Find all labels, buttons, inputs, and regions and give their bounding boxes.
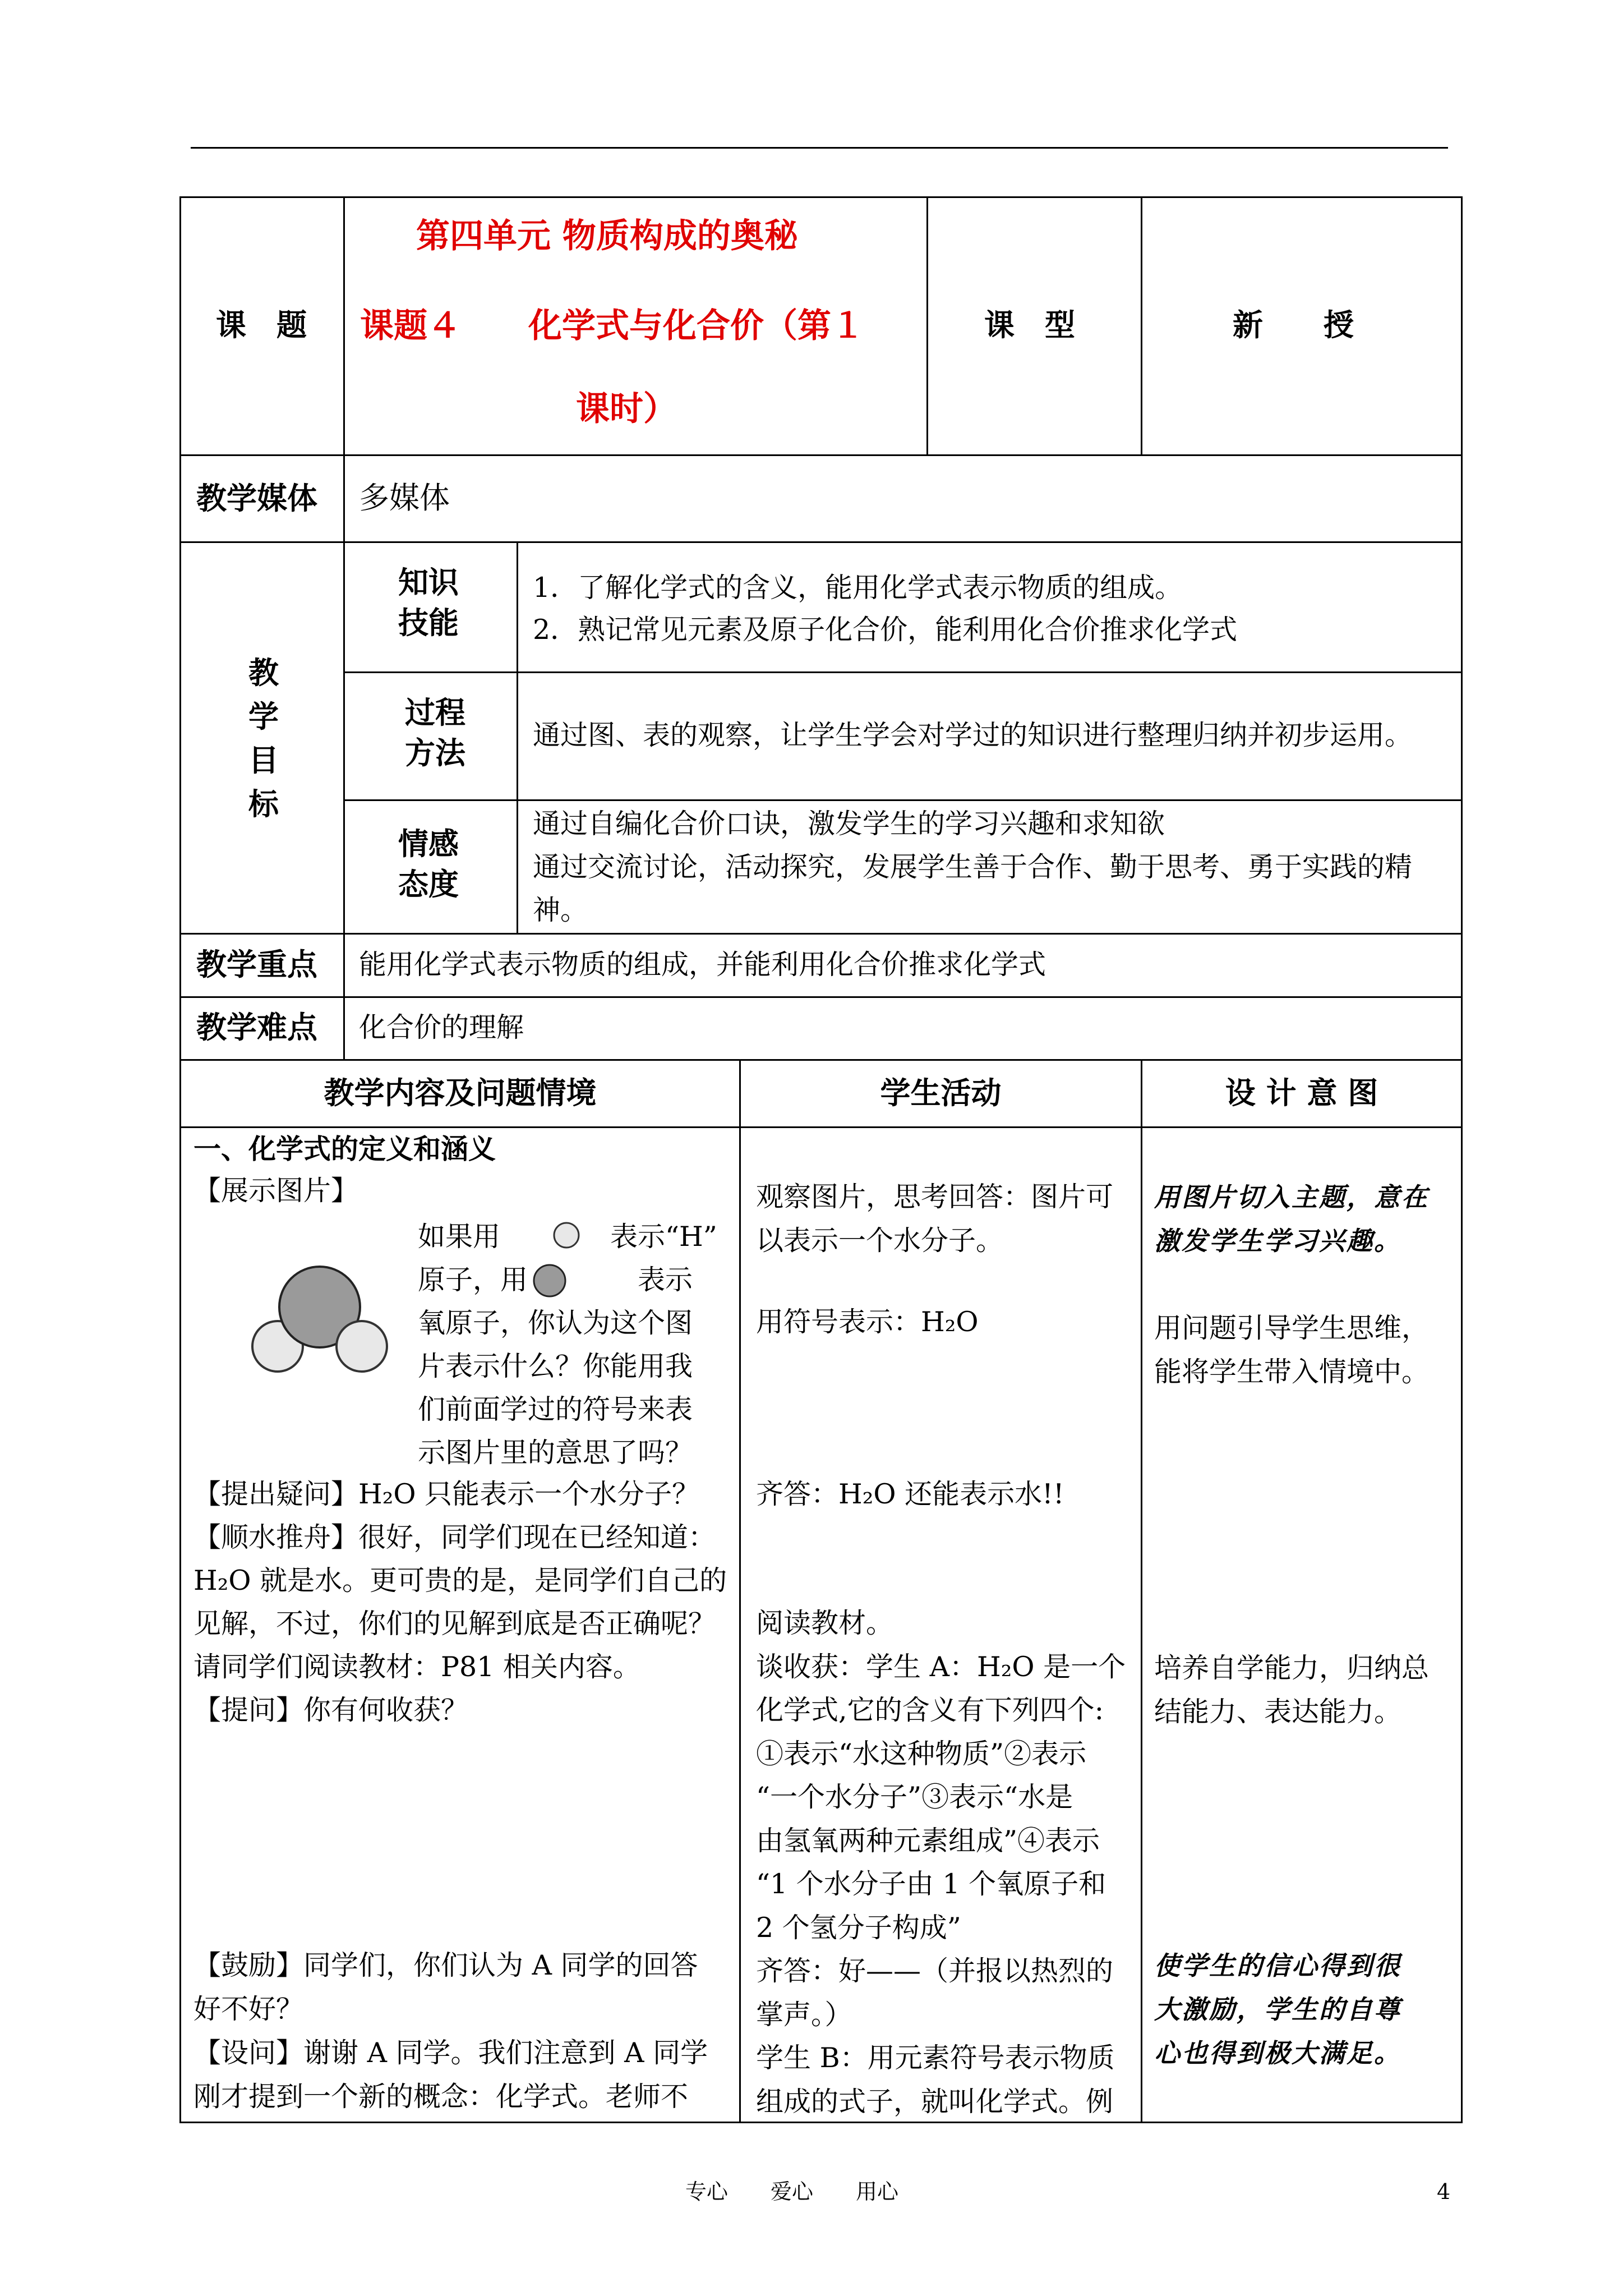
header-rule [191,147,1448,149]
media-value: 多媒体 [359,480,450,516]
show-picture-label: 【展示图片】 [193,1175,359,1207]
type-value: 新 授 [1233,307,1354,343]
intent-guide: 用问题引导学生思维， 能将学生带入情境中。 [1154,1312,1430,1388]
intent-confidence: 使学生的信心得到很 大激励，学生的自尊 心也得到极大满足。 [1154,1950,1401,2068]
type-label: 课 型 [984,307,1075,343]
content-encourage: 【鼓励】同学们，你们认为 A 同学的回答 好不好？ 【设问】谢谢 A 同学。我们注意到 A 同学 刚才提到一个新的概念：化学式。老师不 [193,1949,708,2113]
media-label: 教学媒体 [196,480,317,516]
lesson-title: 课题４ 化学式与化合价（第１ [360,306,865,346]
key-point-label: 教学重点 [196,946,317,982]
activity-answer: 齐答：H₂O 还能表示水!! [756,1478,1064,1510]
objective-process-label: 过程 方法 [405,694,465,771]
activity-symbol: 用符号表示：H₂O [756,1306,979,1338]
objective-attitude-text: 通过自编化合价口诀，激发学生的学习兴趣和求知欲 通过交流讨论，活动探究，发展学生善于合作、勤于思考、勇于实践的精 神。 [533,808,1413,926]
footer-motto: 专心 爱心 用心 [685,2179,899,2204]
objective-knowledge-text: 1．了解化学式的含义，能用化学式表示物质的组成。 2．熟记常见元素及原子化合价，能利用化合价推求化学式 [533,572,1238,646]
objective-attitude-label: 情感 态度 [398,826,459,902]
unit-title: 第四单元 物质构成的奥秘 [416,217,798,256]
column-content-header: 教学内容及问题情境 [324,1075,597,1111]
intent-self-study: 培养自学能力，归纳总 结能力、表达能力。 [1154,1652,1430,1728]
objective-process-text: 通过图、表的观察，让学生学会对学过的知识进行整理归纳并初步运用。 [533,719,1413,751]
lesson-title-cont: 课时） [576,389,677,429]
column-activity-header: 学生活动 [880,1075,1002,1111]
section-title: 一、化学式的定义和涵义 [193,1133,496,1165]
hydrogen-atom-right [336,1321,387,1372]
key-point-value: 能用化学式表示物质的组成，并能利用化合价推求化学式 [359,949,1046,981]
difficulty-value: 化合价的理解 [359,1011,524,1043]
activity-observe: 观察图片，思考回答：图片可 以表示一个水分子。 [756,1181,1114,1257]
objectives-label: 教 学 目 标 [248,655,279,822]
difficulty-label: 教学难点 [196,1009,317,1045]
page-number: 4 [1437,2179,1451,2204]
activity-reading: 阅读教材。 谈收获：学生 A：H₂O 是一个 化学式,它的含义有下列四个: ①表示“水这种物质”②表示 “一个水分子”③表示“水是 由氢氧两种元素组成”④表示 “1 个水分子由 1 个氧原子和 2 个氢分子构成” 齐答：好——（并报以热烈的 掌声。） 学生 B：用元素符号表示物质 组成的式子，就叫化学式。例 [756,1607,1126,2118]
content-questions: 【提出疑问】H₂O 只能表示一个水分子？ 【顺水推舟】很好，同学们现在已经知道： H₂O 就是水。更可贵的是，是同学们自己的 见解，不过，你们的见解到底是否正确呢？ 请同学们阅读教材：P81 相关内容。 【提问】你有何收获？ [193,1478,727,1726]
column-intent-header: 设 计 意 图 [1225,1075,1378,1111]
objective-knowledge-label: 知识 技能 [398,564,459,641]
intent-picture: 用图片切入主题，意在 激发学生学习兴趣。 [1154,1182,1429,1256]
topic-label: 课 题 [216,307,307,343]
picture-question: 如果用 表示“H” 原子，用 表示 氧原子，你认为这个图 片表示什么？你能用我 们前面学过的符号来表 示图片里的意思了吗？ [418,1221,717,1469]
water-molecule-picture [236,1212,404,1447]
